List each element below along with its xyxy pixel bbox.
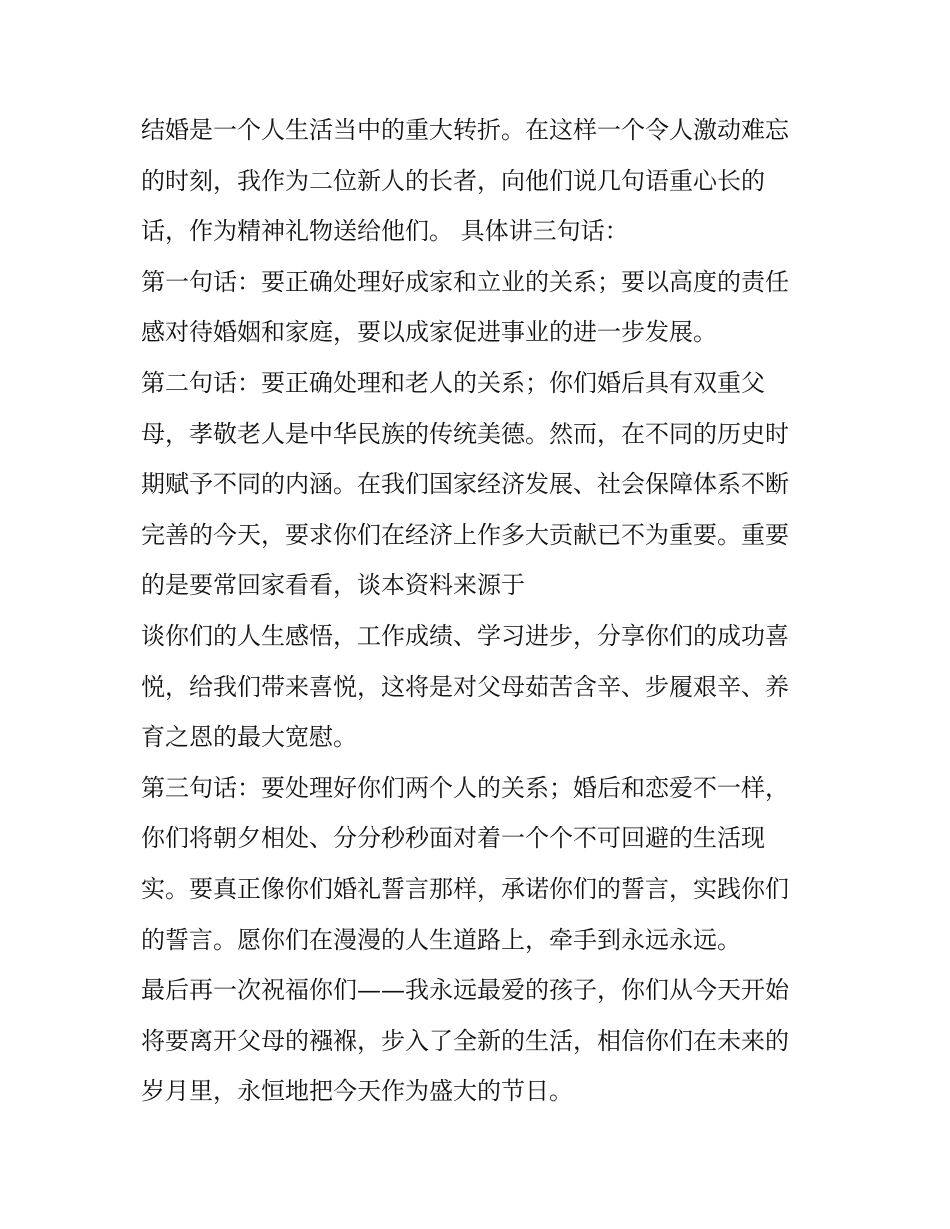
text-line: 母，孝敬老人是中华民族的传统美德。然而，在不同的历史时 [141, 419, 789, 448]
text-line: 育之恩的最大宽慰。 [141, 723, 357, 752]
text-line: 话，作为精神礼物送给他们。 具体讲三句话： [141, 217, 629, 246]
text-line: 结婚是一个人生活当中的重大转折。在这样一个令人激动难忘 [141, 116, 789, 144]
document-body [141, 105, 821, 1117]
text-line: 期赋予不同的内涵。在我们国家经济发展、社会保障体系不断 [141, 470, 789, 499]
text-line: 完善的今天，要求你们在经济上作多大贡献已不为重要。重要 [141, 520, 789, 549]
text-line: 最后再一次祝福你们——我永远最爱的孩子，你们从今天开始 [141, 976, 789, 1005]
text-line: 你们将朝夕相处、分分秒秒面对着一个个不可回避的生活现 [141, 824, 765, 853]
text-line: 谈你们的人生感悟，工作成绩、学习进步，分享你们的成功喜 [141, 621, 789, 650]
text-line: 悦，给我们带来喜悦，这将是对父母茹苦含辛、步履艰辛、养 [141, 672, 789, 701]
text-line: 实。要真正像你们婚礼誓言那样，承诺你们的誓言，实践你们 [141, 874, 789, 903]
text-line: 岁月里，永恒地把今天作为盛大的节日。 [141, 1077, 573, 1106]
text-line: 的是要常回家看看，谈本资料来源于 [141, 571, 525, 600]
text-line: 的誓言。愿你们在漫漫的人生道路上，牵手到永远永远。 [141, 925, 741, 954]
text-line: 感对待婚姻和家庭，要以成家促进事业的进一步发展。 [141, 318, 717, 347]
text-line: 第二句话：要正确处理和老人的关系；你们婚后具有双重父 [141, 368, 765, 397]
text-line: 第一句话：要正确处理好成家和立业的关系；要以高度的责任 [141, 267, 789, 296]
text-line: 将要离开父母的襁褓，步入了全新的生活，相信你们在未来的 [141, 1026, 789, 1055]
text-line: 的时刻，我作为二位新人的长者，向他们说几句语重心长的 [141, 166, 765, 195]
text-line: 第三句话：要处理好你们两个人的关系；婚后和恋爱不一样， [141, 773, 789, 802]
